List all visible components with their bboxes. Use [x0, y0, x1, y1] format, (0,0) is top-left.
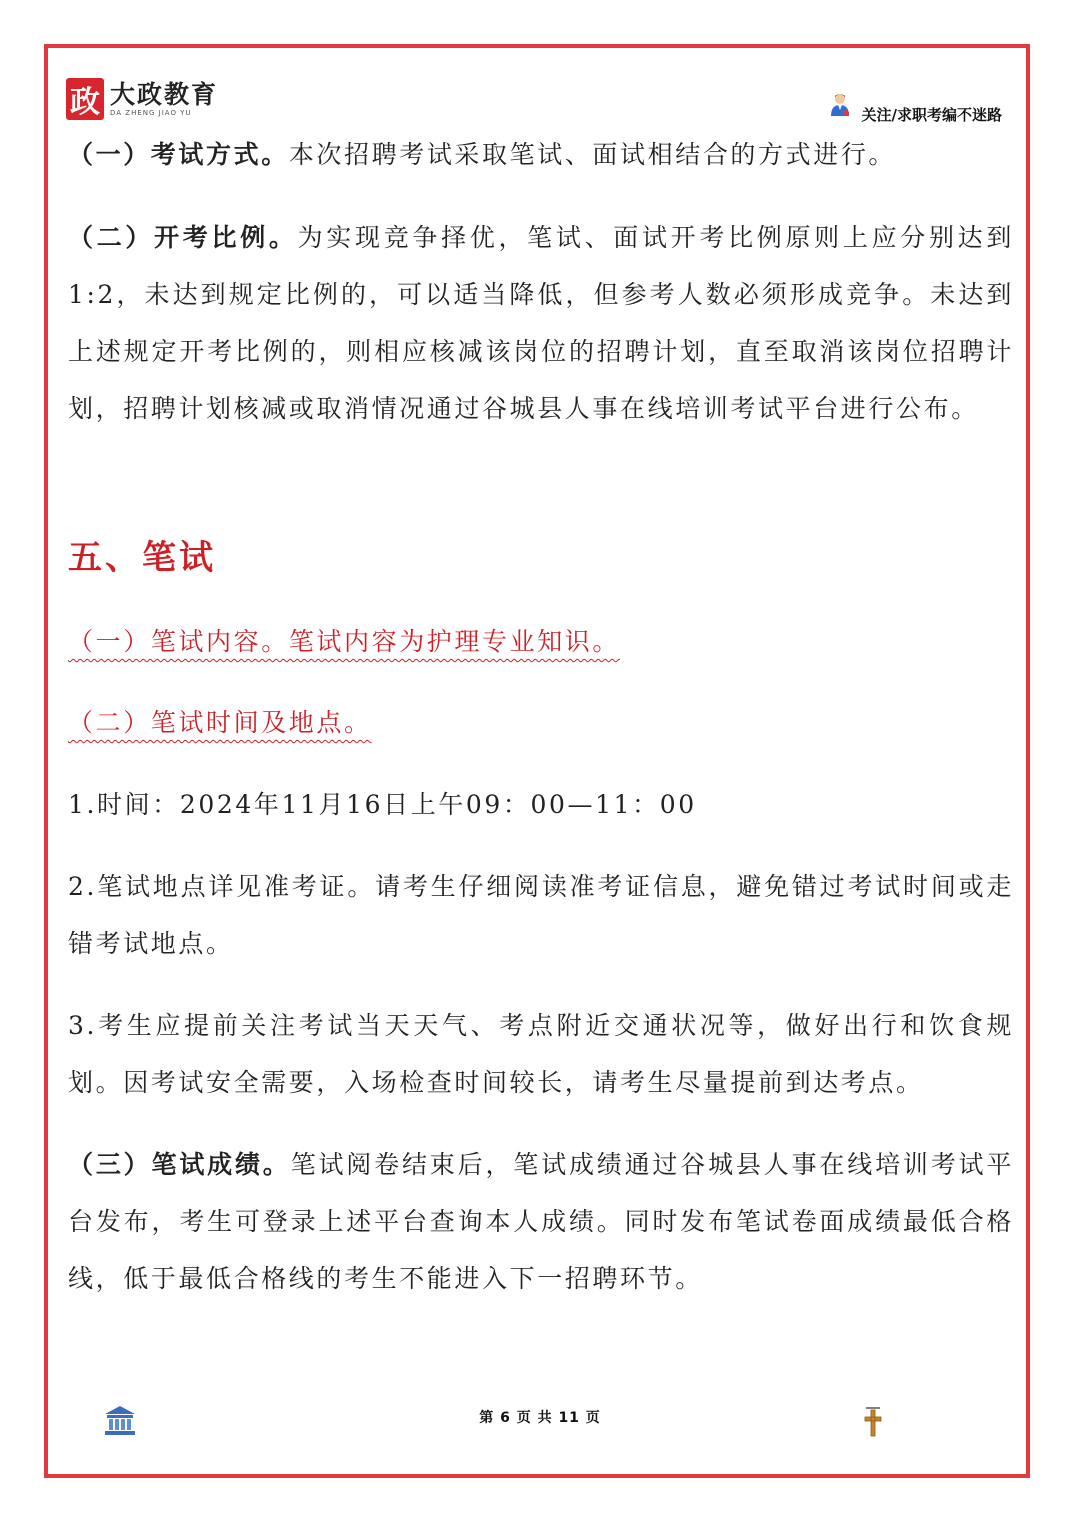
paragraph-text: 为实现竞争择优，笔试、面试开考比例原则上应分别达到1:2，未达到规定比例的，可以适当降低，但参考人数必须形成竞争。未达到上述规定开考比例的，则相应核减该岗位的招聘计划，直至取消该岗位招聘计划，招聘计划核减或取消情况通过谷城县人事在线培训考试平台进行公布。 [68, 223, 1014, 423]
person-icon [830, 92, 850, 122]
paragraph-exam-ratio [68, 209, 1014, 437]
paragraph-text: 笔试阅卷结束后，笔试成绩通过谷城县人事在线培训考试平台发布，考生可登录上述平台查询本人成绩。同时发布笔试卷面成绩最低合格线，低于最低合格线的考生不能进入下一招聘环节。 [68, 1150, 1014, 1293]
section-title: 五、笔试 [68, 538, 216, 578]
slogan-text: 关注/求职考编不迷路 [861, 106, 1002, 124]
document-body [68, 126, 1014, 1307]
paragraph-lead: （三）笔试成绩。 [68, 1150, 291, 1179]
brand-logo [66, 78, 218, 120]
logo-name-en: DA ZHENG JIAO YU [110, 109, 192, 117]
logo-text [110, 81, 218, 117]
logo-mark: 政 [66, 78, 104, 120]
list-item-travel: 3.考生应提前关注考试当天天气、考点附近交通状况等，做好出行和饮食规划。因考试安全需要，入场检查时间较长，请考生尽量提前到达考点。 [68, 1011, 1014, 1097]
subheading-text: （一）笔试内容。笔试内容为护理专业知识。 [68, 627, 621, 656]
paragraph-lead: （二）开考比例。 [68, 223, 298, 252]
list-item-time: 1.时间：2024年11月16日上午09：00—11：00 [68, 790, 697, 819]
subheading-exam-time [68, 694, 1014, 751]
subheading-text: （二）笔试时间及地点。 [68, 708, 372, 737]
logo-name-cn: 大政教育 [110, 80, 219, 109]
cross-icon [862, 1406, 884, 1442]
paragraph-exam-score [68, 1136, 1014, 1307]
page-number: 第 6 页 共 11 页 [479, 1410, 601, 1426]
list-item-location: 2.笔试地点详见准考证。请考生仔细阅读准考证信息，避免错过考试时间或走错考试地点。 [68, 872, 1014, 958]
paragraph-exam-method [68, 126, 1014, 183]
subheading-exam-content [68, 613, 1014, 670]
header-slogan [830, 104, 1002, 125]
paragraph-text: 本次招聘考试采取笔试、面试相结合的方式进行。 [288, 140, 897, 169]
paragraph-lead: （一）考试方式。 [68, 140, 289, 169]
